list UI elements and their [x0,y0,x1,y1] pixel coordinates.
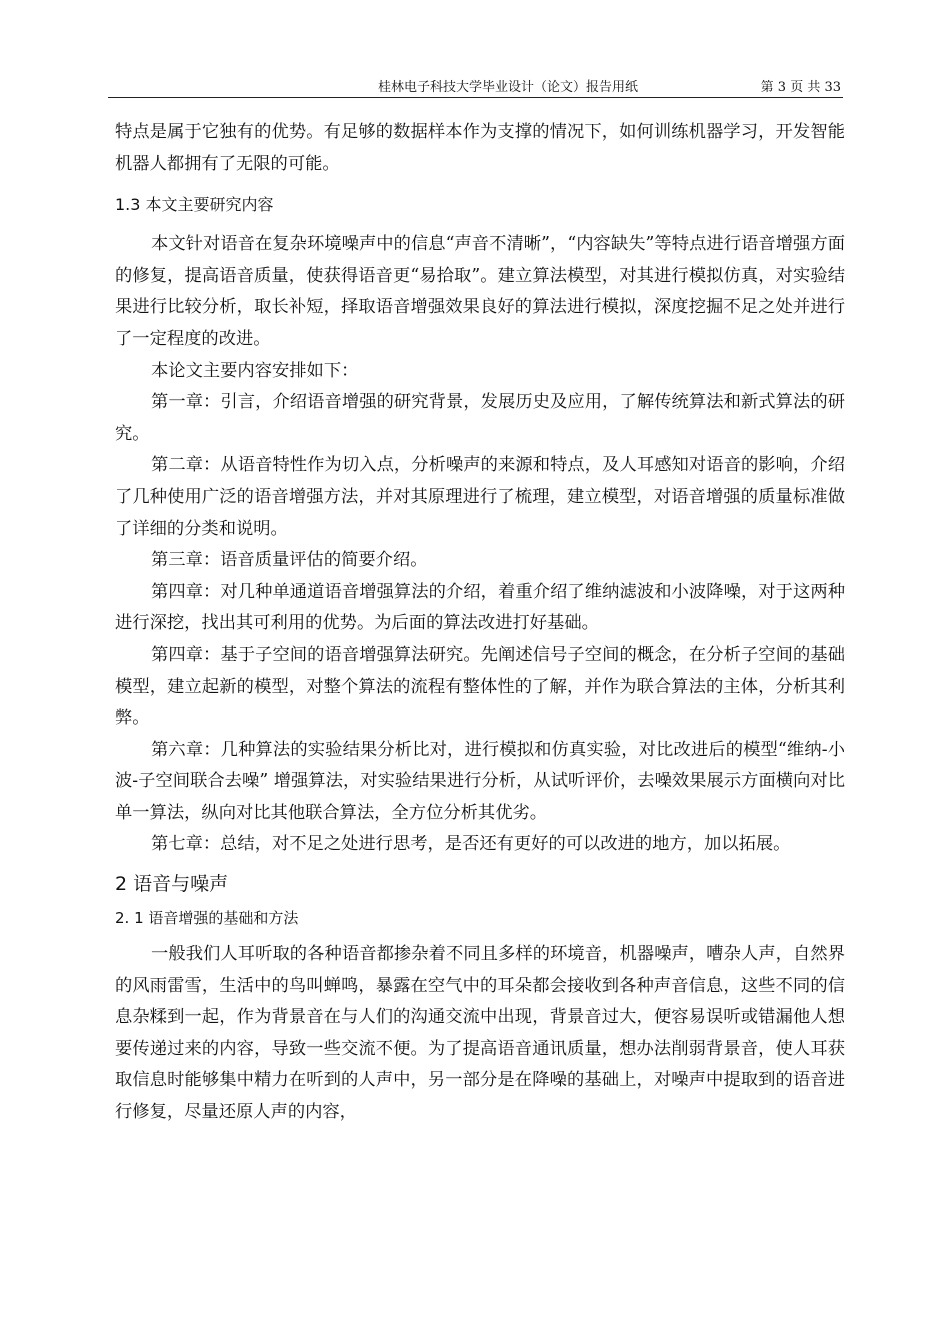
chapter-summary: 第六章：几种算法的实验结果分析比对，进行模拟和仿真实验，对比改进后的模型“维纳-小波-子空间联合去噪” 增强算法，对实验结果进行分析，从试听评价，去噪效果展示方面横向对比单一算法，纵向对比其他联合算法，全方位分析其优劣。 [115,739,845,823]
chapter-summary: 第三章：语音质量评估的简要介绍。 [151,550,428,571]
header-title: 桂林电子科技大学毕业设计（论文）报告用纸 [377,80,638,95]
page-header [108,79,843,98]
chapter-heading-2: 2 语音与噪声 [115,873,229,896]
page-number: 第 3 页 共 33 [760,80,841,95]
paragraph: 特点是属于它独有的优势。有足够的数据样本作为支撑的情况下，如何训练机器学习，开发智能机器人都拥有了无限的可能。 [115,122,845,174]
chapter-summary: 第七章：总结，对不足之处进行思考，是否还有更好的可以改进的地方，加以拓展。 [151,834,791,855]
paragraph: 本论文主要内容安排如下： [151,360,359,381]
section-heading-1-3: 1.3 本文主要研究内容 [115,195,274,215]
chapter-summary: 第四章：对几种单通道语音增强算法的介绍，着重介绍了维纳滤波和小波降噪，对于这两种进行深挖，找出其可利用的优势。为后面的算法改进打好基础。 [115,581,845,634]
section-heading-2-1: 2. 1 语音增强的基础和方法 [115,909,299,928]
document-body [115,117,845,1129]
chapter-summary: 第一章：引言，介绍语音增强的研究背景，发展历史及应用，了解传统算法和新式算法的研究。 [115,392,845,444]
chapter-summary: 第四章：基于子空间的语音增强算法研究。先阐述信号子空间的概念，在分析子空间的基础模型，建立起新的模型，对整个算法的流程有整体性的了解，并作为联合算法的主体，分析其利弊。 [115,644,845,729]
paragraph: 一般我们人耳听取的各种语音都掺杂着不同且多样的环境音，机器噪声，嘈杂人声，自然界的风雨雷雪，生活中的鸟叫蝉鸣，暴露在空气中的耳朵都会接收到各种声音信息，这些不同的信息杂糅到一起，作为背景音在与人们的沟通交流中出现，背景音过大，便容易误听或错漏他人想要传递过来的内容，导致一些交流不便。为了提高语音通讯质量，想办法削弱背景音，使人耳获取信息时能够集中精力在听到的人声中，另一部分是在降噪的基础上，对噪声中提取到的语音进行修复，尽量还原人声的内容， [115,944,845,1123]
paragraph: 本文针对语音在复杂环境噪声中的信息“声音不清晰”，“内容缺失”等特点进行语音增强方面的修复，提高语音质量，使获得语音更“易拾取”。建立算法模型，对其进行模拟仿真，对实验结果进行比较分析，取长补短，择取语音增强效果良好的算法进行模拟，深度挖掘不足之处并进行了一定程度的改进。 [115,234,845,349]
chapter-summary: 第二章：从语音特性作为切入点，分析噪声的来源和特点，及人耳感知对语音的影响，介绍了几种使用广泛的语音增强方法，并对其原理进行了梳理，建立模型，对语音增强的质量标准做了详细的分类和说明。 [115,455,845,539]
